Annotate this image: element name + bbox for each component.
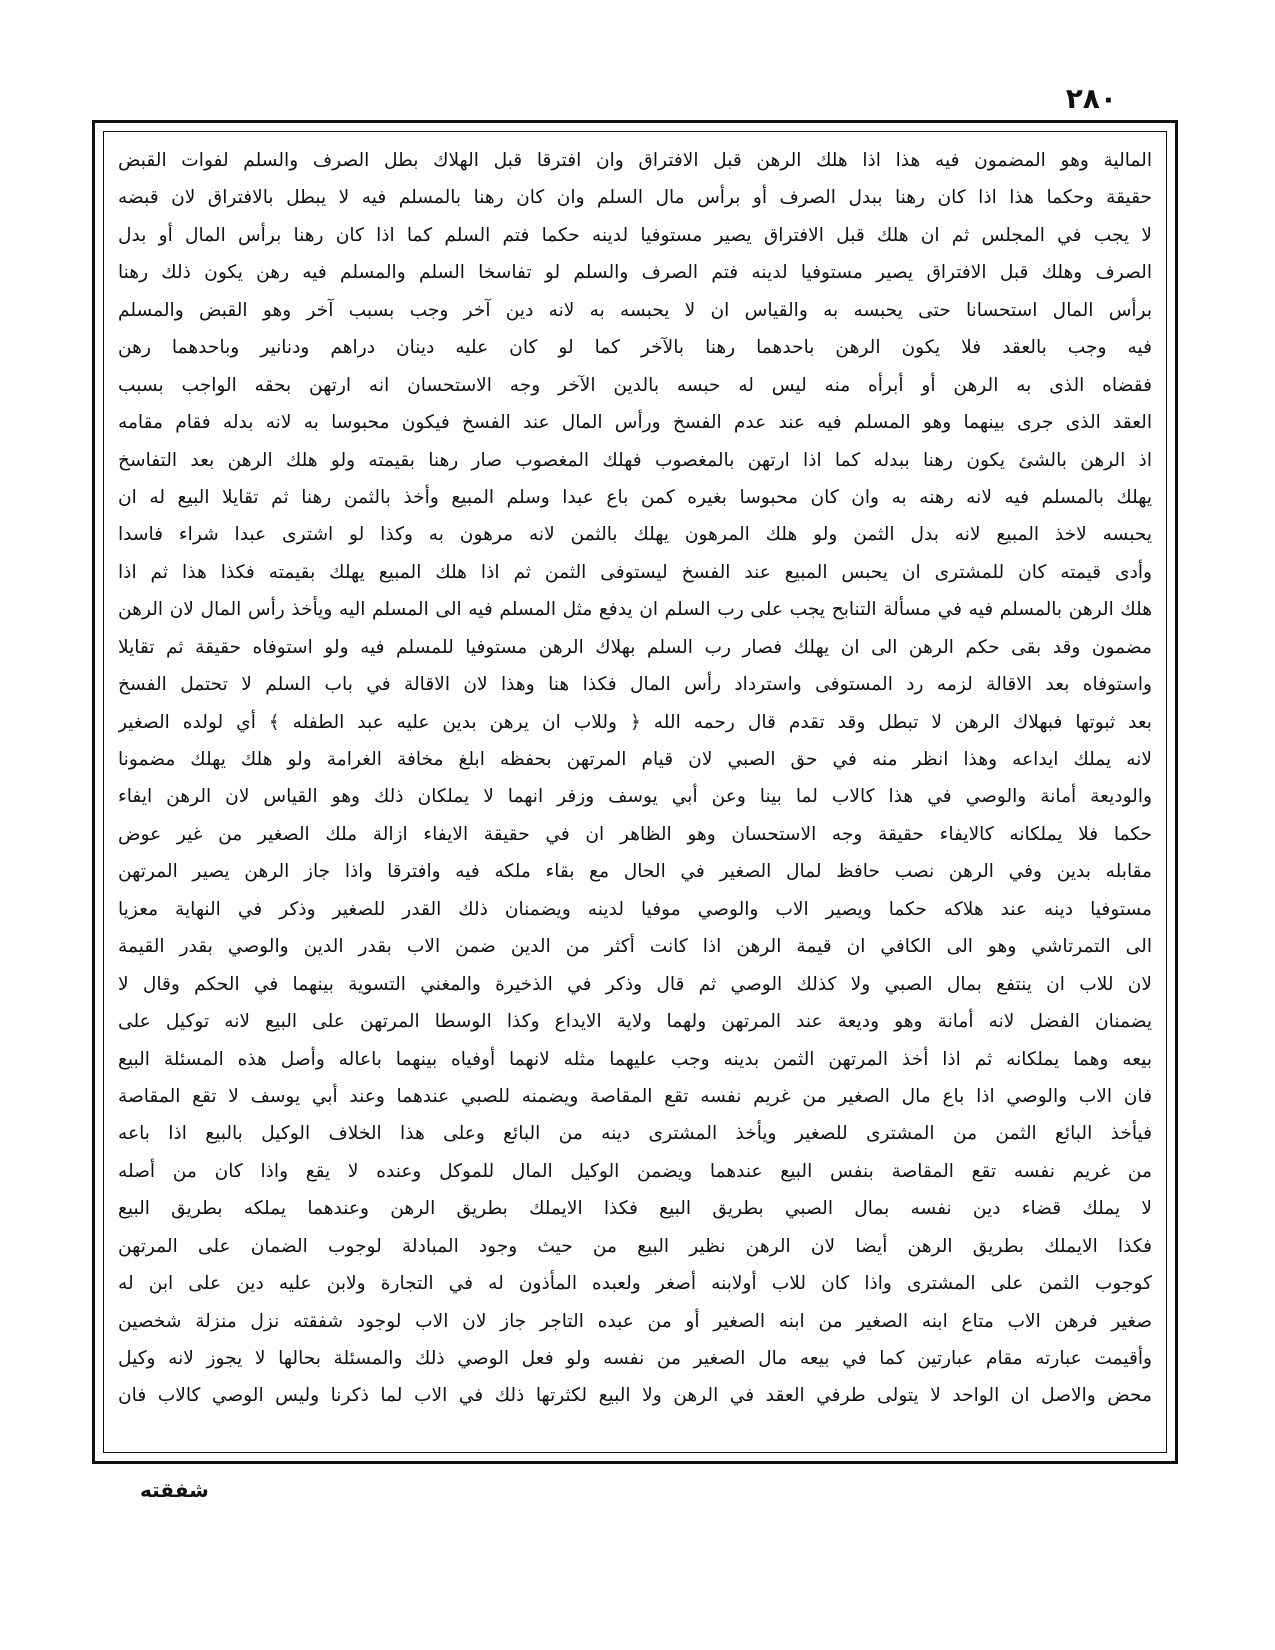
text-line: حقيقة وحكما هذا اذا كان رهنا ببدل الصرف أو برأس مال السلم وان كان رهنا بالمسلم فيه لا يبطل بالافتراق لان قبضه (118, 187, 1152, 209)
text-line: مضمون وقد بقى حكم الرهن الى ان يهلك فصار رب السلم بهلاك الرهن مستوفيا للمسلم فيه ولو استوفاه حقيقة ثم تقايلا (118, 636, 1152, 658)
text-line: بعد ثبوتها فبهلاك الرهن لا تبطل وقد تقدم قال رحمه الله ﴿ وللاب ان يرهن بدين عليه عبد الطفله ﴾ أي لولده الصغير (118, 711, 1152, 733)
page-border-inner (103, 131, 1167, 1453)
page-border-outer (92, 120, 1178, 1464)
text-line: محض والاصل ان الواحد لا يتولى طرفي العقد في الرهن ولا البيع لكثرتها ذلك في الاب لما ذكرنا وليس الوصي كالاب فان (118, 1385, 1152, 1407)
text-line: مستوفيا دينه عند هلاكه حكما ويصير الاب والوصي موفيا لدينه ويضمنان ذلك القدر للصغير وذكر في النهاية معزيا (118, 898, 1152, 920)
text-line: المالية وهو المضمون فيه هذا اذا هلك الرهن قبل الافتراق وان افترقا قبل الهلاك بطل الصرف والسلم لفوات القبض (118, 150, 1152, 171)
text-line: صغير فرهن الاب متاع ابنه الصغير من ابنه الصغير أو من عبده التاجر جاز لان الاب لوجود شفقته نزل منزلة شخصين (118, 1310, 1152, 1332)
text-line: هلك الرهن بالمسلم فيه في مسألة التنابح يجب على رب السلم ان يدفع مثل المسلم فيه الى المسلم اليه ويأخذ رأس المال لان الرهن (118, 599, 1152, 621)
text-line: يهلك بالمسلم فيه لانه رهنه به وان كان محبوسا بغيره كمن باع عبدا وسلم المبيع وأخذ بالثمن رهنا ثم تقايلا البيع له ان (118, 486, 1152, 508)
text-line: الى التمرتاشي وهو الى الكافي ان قيمة الرهن اذا كانت أكثر من الدين ضمن الاب بقدر الدين والوصي بقدر القيمة (118, 936, 1152, 958)
text-line: فان الاب والوصي اذا باع مال الصغير من غريم نفسه تقع المقاصة ويضمنه للصبي عندهما وعند أبي يوسف لا تقع المقاصة (118, 1085, 1152, 1107)
text-line: العقد الذى جرى بينهما وهو المسلم فيه عند عدم الفسخ ورأس المال عند الفسخ فيكون محبوسا به لانه بدله فقام مقامه (118, 412, 1152, 434)
text-line: وأقيمت عبارته مقام عبارتين كما في بيعه مال الصغير من نفسه ولو فعل الوصي ذلك والمسئلة بحالها لا يجوز لانه وكيل (118, 1348, 1152, 1369)
catchword: شفقته (140, 1478, 209, 1502)
text-line: يضمنان الفضل لانه أمانة وهو وديعة عند المرتهن ولهما ولاية الايداع وكذا الوسطا المرتهن على البيع لانه توكيل على (118, 1011, 1152, 1033)
text-line: فكذا الايملك بطريق الرهن أيضا لان الرهن نظير البيع من حيث وجود المبادلة لوجوب الضمان على المرتهن (118, 1235, 1152, 1257)
main-text-block (118, 142, 1152, 1442)
text-line: لا يجب في المجلس ثم ان هلك قبل الافتراق يصير مستوفيا لدينه حكما فتم السلم كما اذا كان رهنا برأس المال أو بدل (118, 224, 1152, 246)
text-line: مقابله بدين وفي الرهن نصب حافظ لمال الصغير في الحال مع بقاء ملكه فيه وافترقا واذا جاز الرهن يصير المرتهن (118, 861, 1152, 883)
text-line: وأدى قيمته كان للمشترى ان يحبس المبيع عند الفسخ ليستوفى الثمن ثم اذا هلك المبيع يهلك بقيمته فكذا هذا ثم اذا (118, 561, 1152, 583)
text-line: فيه وجب بالعقد فلا يكون الرهن باحدهما رهنا بالآخر كما لو كان عليه دينان دراهم ودنانير وباحدهما رهن (118, 337, 1152, 359)
text-line: من غريم نفسه تقع المقاصة بنفس البيع عندهما ويضمن الوكيل المال للموكل وعنده لا يقع واذا كان من أصله (118, 1160, 1152, 1182)
text-line: لان للاب ان ينتفع بمال الصبي ولا كذلك الوصي ثم قال وذكر في الذخيرة والمغني التسوية بينهما في الحكم وقال لا (118, 973, 1152, 995)
text-line: والوديعة أمانة والوصي في هذا كالاب لما بينا وعن أبي يوسف وزفر انهما لا يملكان ذلك وهو القياس لان الرهن ايفاء (118, 786, 1152, 808)
text-line: حكما فلا يملكانه كالايفاء حقيقة وجه الاستحسان وهو الظاهر ان في حقيقة الايفاء ازالة ملك الصغير من غير عوض (118, 823, 1152, 845)
text-line: لانه يملك ايداعه وهذا انظر منه في حق الصبي لان قيام المرتهن بحفظه ابلغ مخافة الغرامة ولو هلك يهلك مضمونا (118, 749, 1152, 770)
text-line: اذ الرهن بالشئ يكون رهنا ببدله كما اذا ارتهن بالمغصوب فهلك المغصوب صار رهنا بقيمته ولو هلك الرهن بعد التفاسخ (118, 449, 1152, 471)
text-line: فقضاه الذى به الرهن أو أبرأه منه ليس له حبسه بالدين الآخر وجه الاستحسان انه ارتهن بحقه الواجب بسبب (118, 374, 1152, 396)
text-line: يحبسه لاخذ المبيع لانه بدل الثمن ولو هلك المرهون يهلك بالثمن لانه مرهون به وكذا لو اشترى عبدا شراء فاسدا (118, 524, 1152, 546)
text-line: الصرف وهلك قبل الافتراق يصير مستوفيا لدينه فتم الصرف والسلم لو تفاسخا السلم والمسلم فيه رهن يكون ذلك رهنا (118, 262, 1152, 284)
text-line: لا يملك قضاء دين نفسه بمال الصبي بطريق البيع فكذا الايملك بطريق الرهن وعندهما يملكه بطريق البيع (118, 1198, 1152, 1220)
text-line: كوجوب الثمن على المشترى واذا كان للاب أولابنه أصغر ولعبده المأذون له في التجارة ولابن عليه دين على ابن له (118, 1273, 1152, 1295)
page-number: ٢٨٠ (1065, 82, 1117, 115)
text-line: فيأخذ البائع الثمن من المشترى للصغير ويأخذ المشترى دينه من البائع وعلى هذا الخلاف الوكيل بالبيع اذا باعه (118, 1123, 1152, 1145)
text-line: برأس المال استحسانا حتى يحبسه به والقياس ان لا يحبسه به لانه دين آخر وجب بسبب آخر وهو القبض والمسلم (118, 299, 1152, 321)
text-line: واستوفاه بعد الاقالة لزمه رد المستوفى واسترداد رأس المال فكذا هنا وهذا لان الاقالة في باب السلم لا تحتمل الفسخ (118, 674, 1152, 696)
text-line: بيعه وهما يملكانه ثم اذا أخذ المرتهن الثمن بدينه وجب عليهما مثله لانهما أوفياه بينهما باعاله وأصل هذه المسئلة البيع (118, 1048, 1152, 1070)
